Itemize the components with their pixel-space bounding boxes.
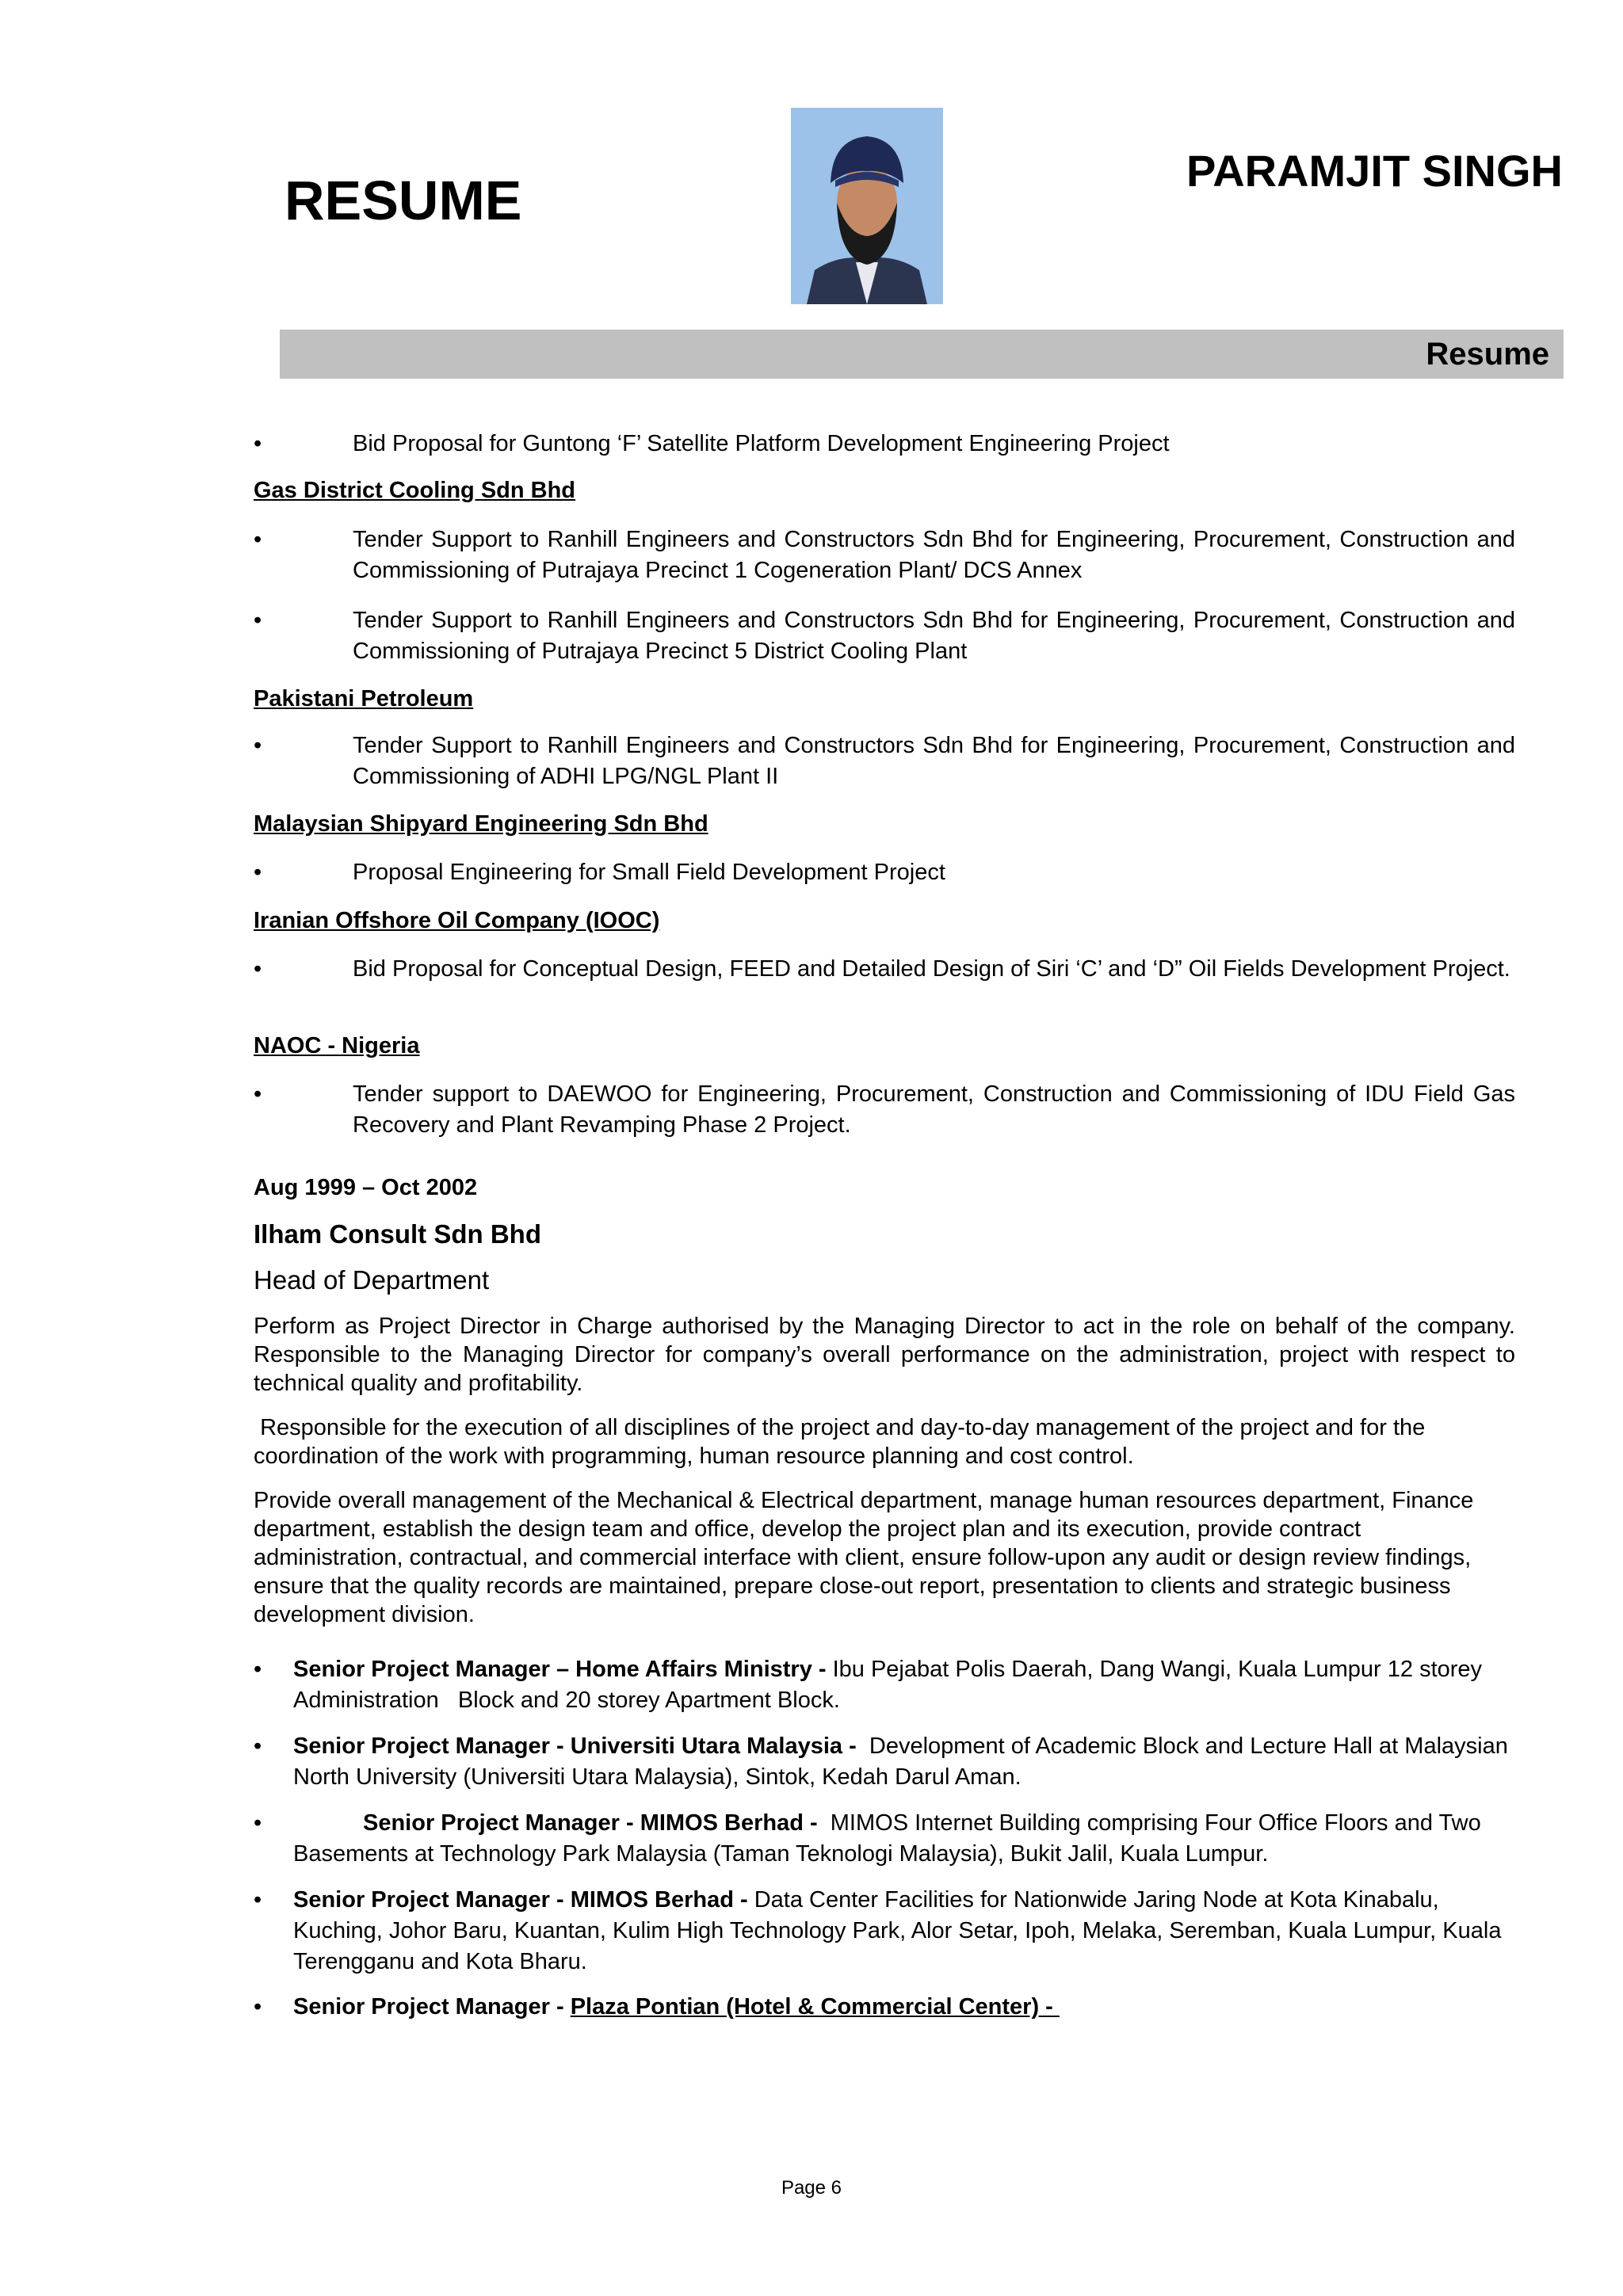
job-paragraph: Perform as Project Director in Charge authorised by the Managing Director to act in the role on behalf of the company. Responsible to the Managing Director for company’s overall performance on the administration, project with respect to technical quality and profitability. — [254, 1314, 1515, 1396]
company-heading: NAOC - Nigeria — [254, 1033, 420, 1058]
employment-dates: Aug 1999 – Oct 2002 — [254, 1175, 478, 1200]
job-role: Head of Department — [254, 1265, 490, 1295]
resume-title: RESUME — [285, 170, 522, 231]
company-heading: Malaysian Shipyard Engineering Sdn Bhd — [254, 811, 708, 837]
company-heading: Gas District Cooling Sdn Bhd — [254, 478, 576, 503]
candidate-name: PARAMJIT SINGH — [1186, 146, 1563, 196]
job-paragraph: Provide overall management of the Mechanical & Electrical department, manage human resources department, Finance department, establish the design team and office, develop the project plan and its execution, provide contract administration, contractual, and commercial interface with client, ensure follow-upon any audit or design review findings, ensure that the quality records are maintained, prepare close-out report, presentation to clients and strategic business development division. — [254, 1488, 1474, 1627]
section-banner — [280, 330, 1564, 379]
company-heading: Pakistani Petroleum — [254, 686, 474, 711]
page-number: Page 6 — [781, 2177, 842, 2199]
job-paragraph: Responsible for the execution of all disciplines of the project and day-to-day management of the project and for the coordination of the work with programming, human resource planning and cost control. — [254, 1415, 1432, 1469]
banner-label: Resume — [1426, 337, 1549, 372]
profile-photo — [791, 108, 943, 304]
employer-name: Ilham Consult Sdn Bhd — [254, 1219, 541, 1249]
company-heading: Iranian Offshore Oil Company (IOOC) — [254, 908, 660, 933]
